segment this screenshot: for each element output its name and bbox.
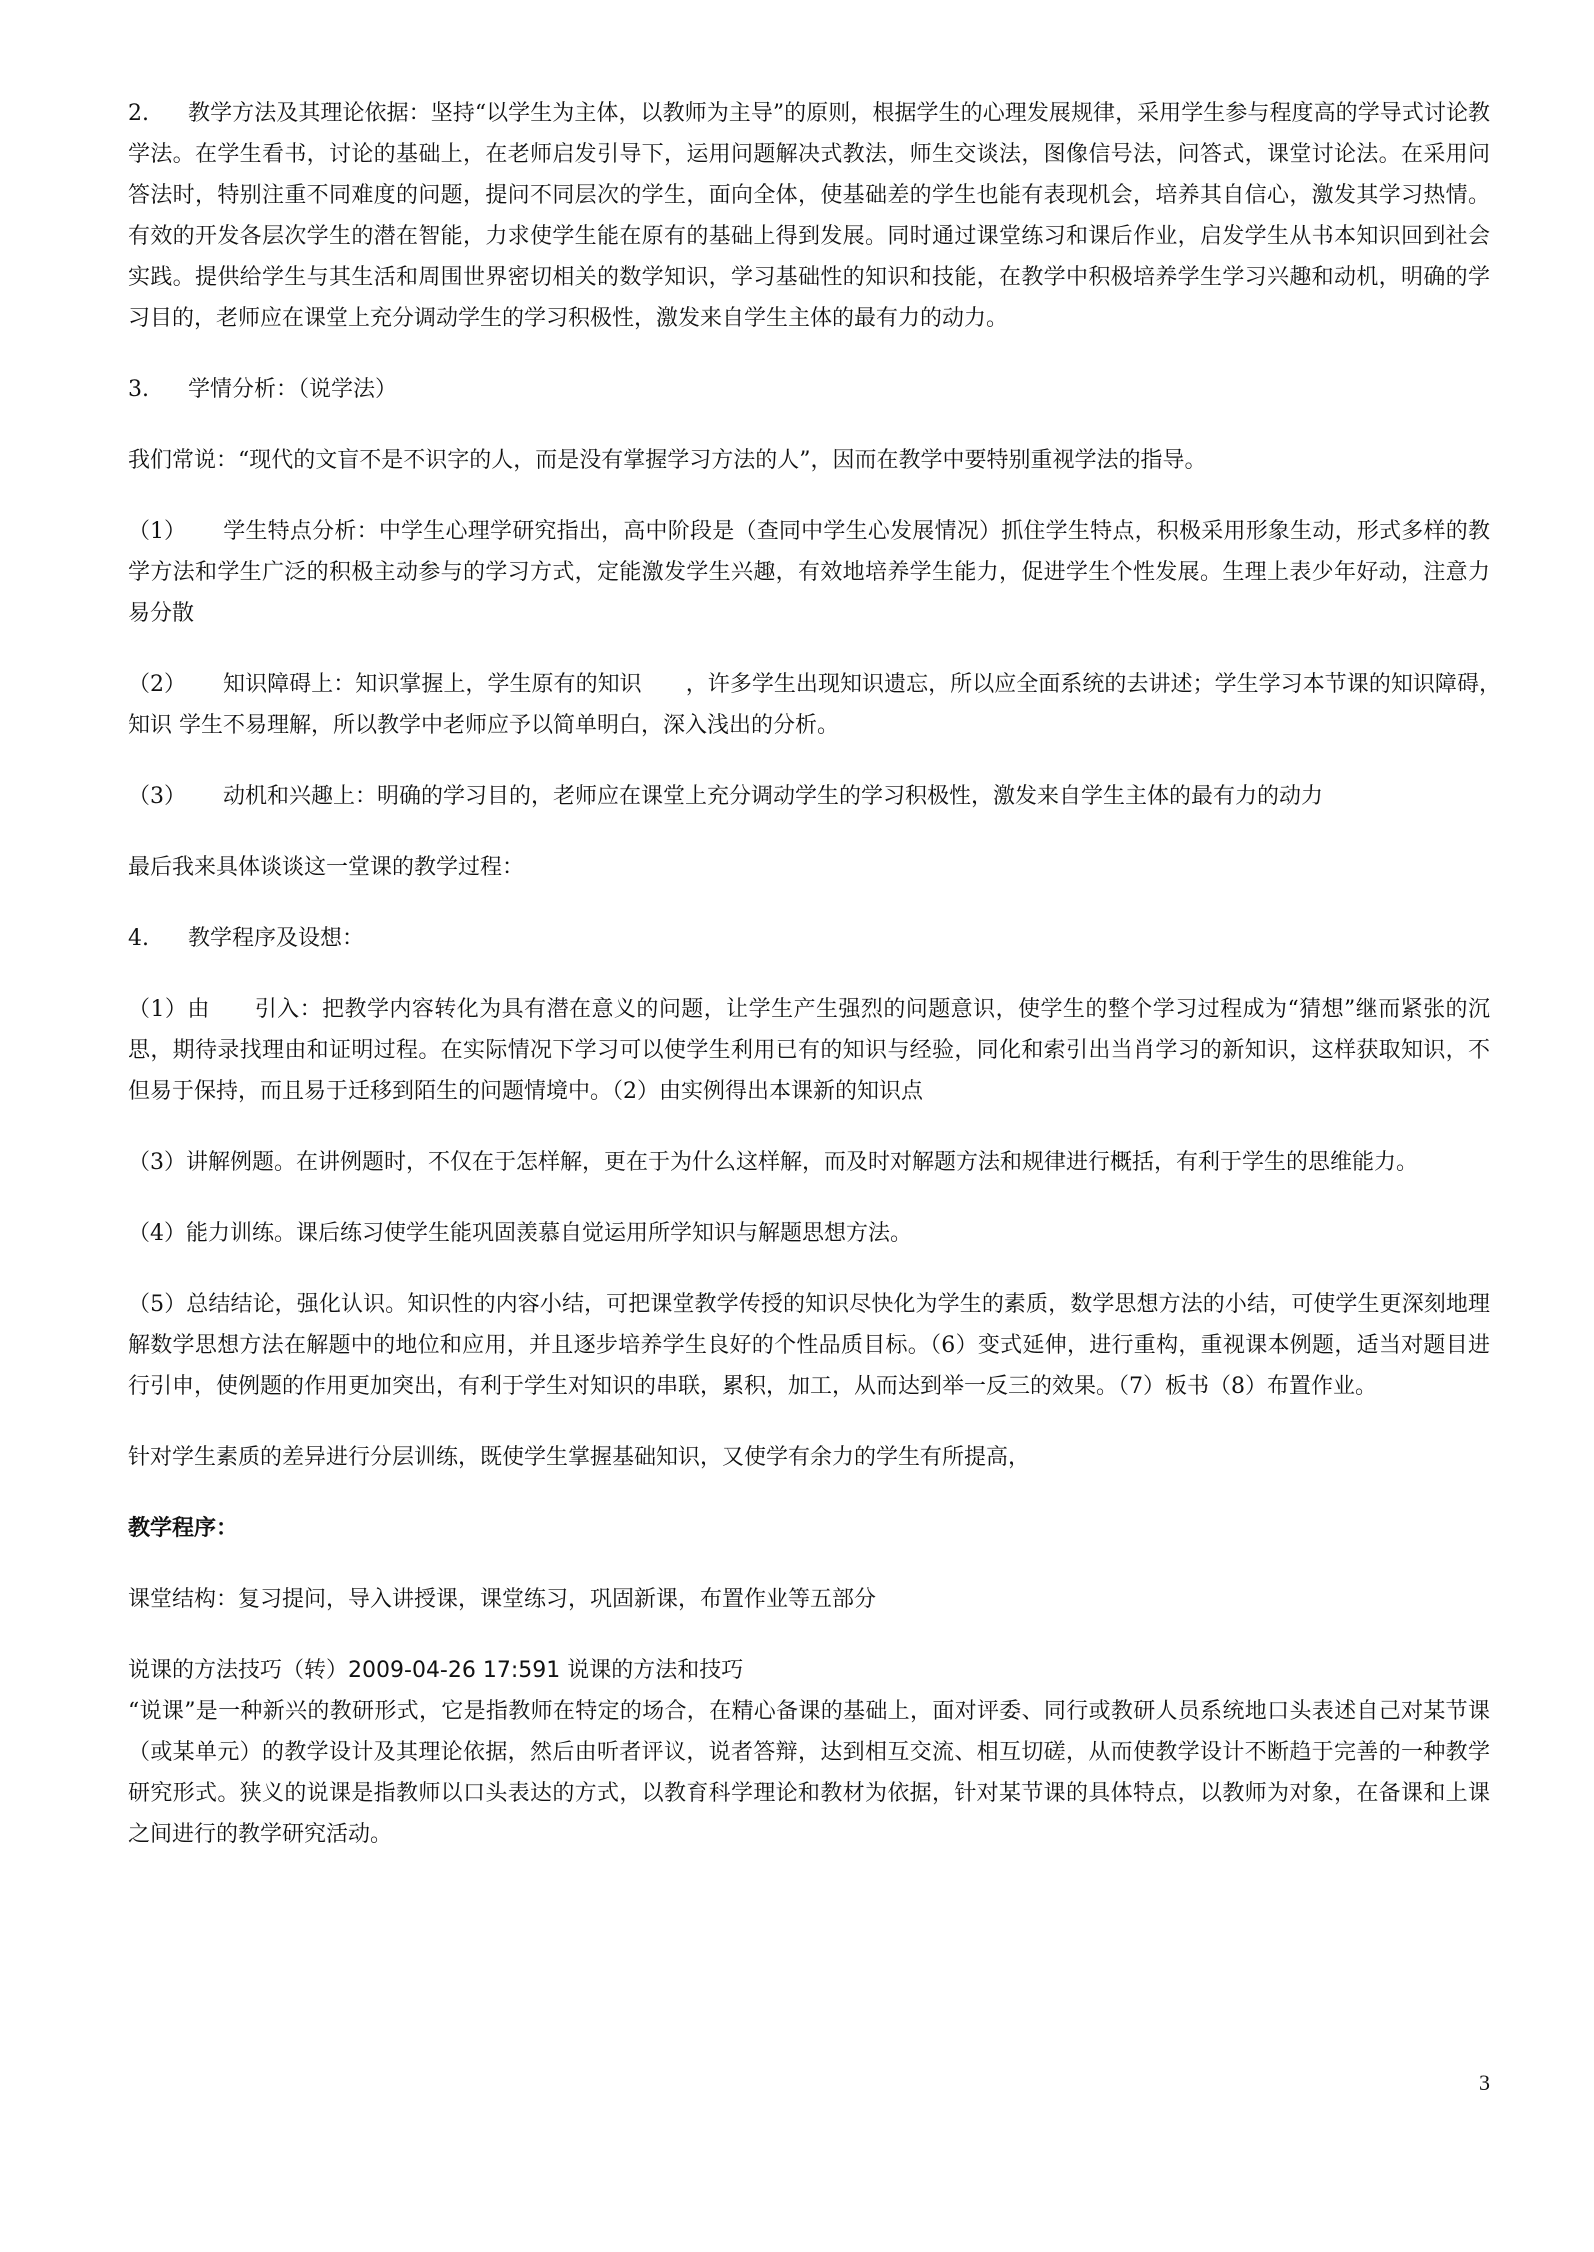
document-body <box>128 93 1557 1855</box>
layered-training-text: 针对学生素质的差异进行分层训练，既使学生掌握基础知识，又使学有余力的学生有所提高， <box>128 1445 1031 1470</box>
item-text: 知识障碍上：知识掌握上，学生原有的知识 ，许多学生出现知识遗忘，所以应全面系统的去讲述；学生学习本节课的知识障碍， 知识 学生不易理解，所以教学中老师应予以简单明白，深入浅出的分析。 <box>128 672 1557 738</box>
class-structure-text: 课堂结构：复习提问，导入讲授课，课堂练习，巩固新课，布置作业等五部分 <box>128 1587 877 1612</box>
item-text: 学生特点分析：中学生心理学研究指出，高中阶段是（查同中学生心发展情况）抓住学生特点，积极采用形象生动，形式多样的教学方法和学生广泛的积极主动参与的学习方式，定能激发学生兴趣，有效地培养学生能力，促进学生个性发展。生理上表少年好动，注意力易分散 <box>128 519 1490 626</box>
procedure-step-3: （3）讲解例题。在讲例题时，不仅在于怎样解，更在于为什么这样解，而及时对解题方法和规律进行概括，有利于学生的思维能力。 <box>128 1150 1419 1175</box>
article-title-line <box>128 1650 1490 1691</box>
item-label: （1） <box>128 519 186 544</box>
analysis-item-1 <box>128 511 1490 634</box>
article-title-prefix: 说课的方法技巧（转） <box>128 1658 349 1683</box>
procedure-step-4: （4）能力训练。课后练习使学生能巩固羡慕自觉运用所学知识与解题思想方法。 <box>128 1221 912 1246</box>
program-heading: 教学程序： <box>128 1515 239 1541</box>
section-procedure-heading <box>128 918 1490 959</box>
analysis-item-3 <box>128 776 1490 817</box>
section-analysis-heading <box>128 369 1490 410</box>
item-text: 动机和兴趣上：明确的学习目的，老师应在课堂上充分调动学生的学习积极性，激发来自学生主体的最有力的动力 <box>223 784 1324 809</box>
section-number: 3. <box>128 377 149 402</box>
item-label: （2） <box>128 672 186 697</box>
heading-text: 学情分析：（说学法） <box>188 377 398 402</box>
article-title-suffix: 说课的方法和技巧 <box>560 1658 744 1683</box>
procedure-step-5-8: （5）总结结论，强化认识。知识性的内容小结，可把课堂教学传授的知识尽快化为学生的素质，数学思想方法的小结，可使学生更深刻地理解数学思想方法在解题中的地位和应用，并且逐步培养学生良好的个性品质目标。（6）变式延伸，进行重构，重视课本例题，适当对题目进行引申，使例题的作用更加突出，有利于学生对知识的串联，累积，加工，从而达到举一反三的效果。（7）板书（8）布置作业。 <box>128 1292 1490 1399</box>
item-label: （3） <box>128 784 186 809</box>
page-number: 3 <box>1479 2070 1490 2095</box>
paragraph-text: 教学方法及其理论依据：坚持“以学生为主体，以教师为主导”的原则，根据学生的心理发展规律，采用学生参与程度高的学导式讨论教学法。在学生看书，讨论的基础上，在老师启发引导下，运用问题解决式教法，师生交谈法，图像信号法，问答式，课堂讨论法。在采用问答法时，特别注重不同难度的问题，提问不同层次的学生，面向全体，使基础差的学生也能有表现机会，培养其自信心，激发其学习热情。有效的开发各层次学生的潜在智能，力求使学生能在原有的基础上得到发展。同时通过课堂练习和课后作业，启发学生从书本知识回到社会实践。提供给学生与其生活和周围世界密切相关的数学知识，学习基础性的知识和技能，在教学中积极培养学生学习兴趣和动机，明确的学习目的，老师应在课堂上充分调动学生的学习积极性，激发来自学生主体的最有力的动力。 <box>128 101 1490 331</box>
analysis-intro: 我们常说：“现代的文盲不是不识字的人，而是没有掌握学习方法的人”，因而在教学中要特别重视学法的指导。 <box>128 448 1207 473</box>
heading-text: 教学程序及设想： <box>188 926 365 951</box>
article-timestamp: 2009-04-26 17:591 <box>348 1658 561 1683</box>
section-number: 4. <box>128 926 149 951</box>
section-teaching-method <box>128 93 1490 339</box>
section-number: 2. <box>128 101 149 126</box>
transition-text: 最后我来具体谈谈这一堂课的教学过程： <box>128 855 525 880</box>
analysis-item-2 <box>128 664 1557 746</box>
article-body: “说课”是一种新兴的教研形式，它是指教师在特定的场合，在精心备课的基础上，面对评委、同行或教研人员系统地口头表述自己对某节课（或某单元）的教学设计及其理论依据，然后由听者评议，说者答辩，达到相互交流、相互切磋，从而使教学设计不断趋于完善的一种教学研究形式。狭义的说课是指教师以口头表达的方式，以教育科学理论和教材为依据，针对某节课的具体特点，以教师为对象，在备课和上课之间进行的教学研究活动。 <box>128 1699 1490 1847</box>
procedure-step-1-2: （1）由 引入：把教学内容转化为具有潜在意义的问题，让学生产生强烈的问题意识，使学生的整个学习过程成为“猜想”继而紧张的沉思，期待录找理由和证明过程。在实际情况下学习可以使学生利用已有的知识与经验，同化和索引出当肖学习的新知识，这样获取知识，不但易于保持，而且易于迁移到陌生的问题情境中。（2）由实例得出本课新的知识点 <box>128 997 1490 1104</box>
